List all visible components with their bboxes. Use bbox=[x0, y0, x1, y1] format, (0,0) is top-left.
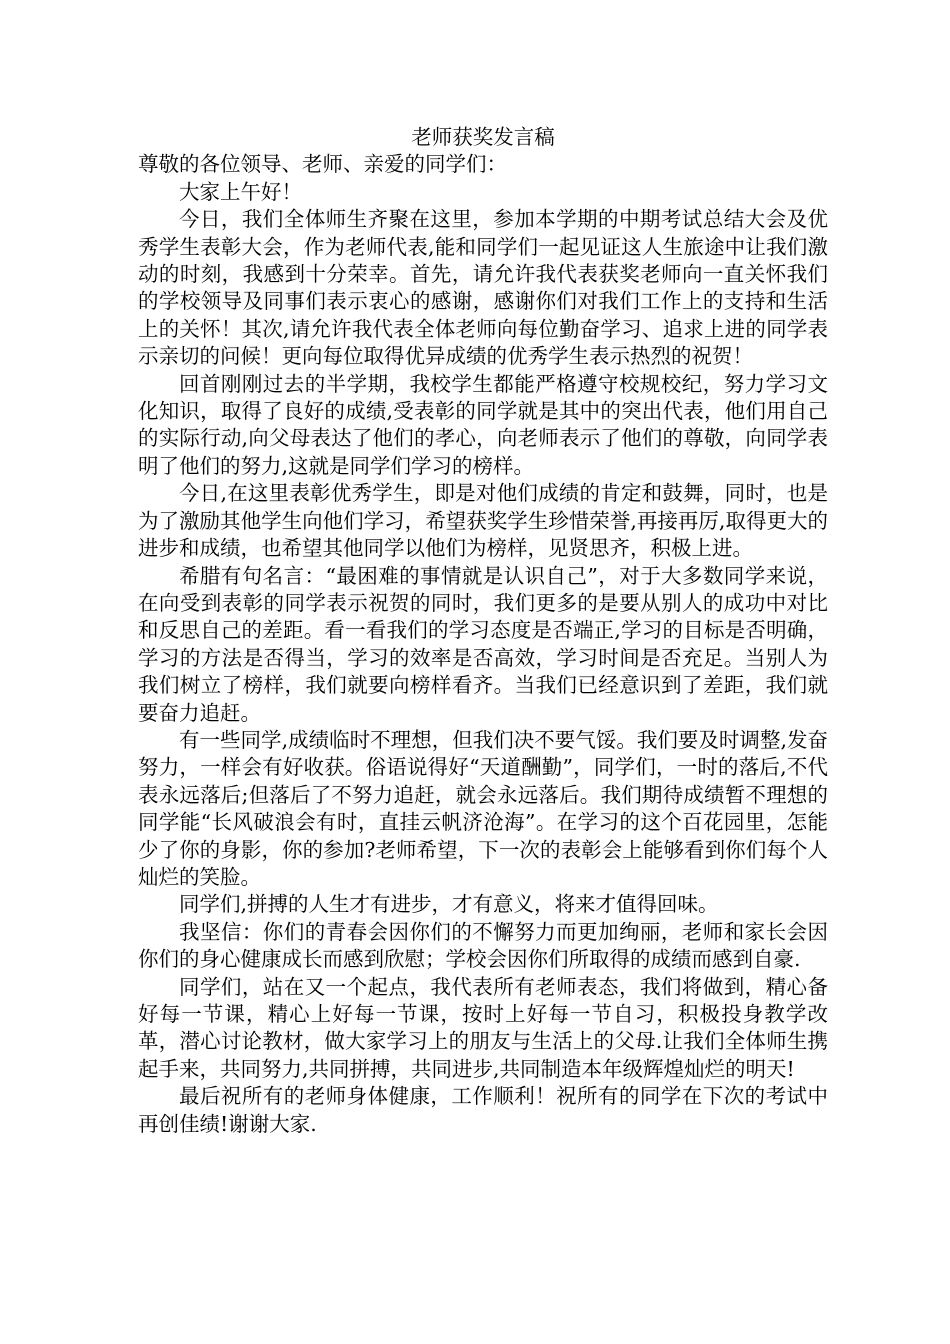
document-title: 老师获奖发言稿 bbox=[411, 125, 555, 149]
paragraph-reflection: 希腊有句名言：“最困难的事情就是认识自己”，对于大多数同学来说，在向受到表彰的同学表示祝贺的同时，我们更多的是要从别人的成功中对比和反思自己的差距。看一看我们的学习态度是否端正,学习的目标是否明确，学习的方法是否得当，学习的效率是否高效，学习时间是否充足。当别人为我们树立了榜样，我们就要向榜样看齐。当我们已经意识到了差距，我们就要奋力追赶。 bbox=[138, 563, 828, 725]
document-page bbox=[138, 124, 828, 1138]
salutation: 尊敬的各位领导、老师、亲爱的同学们： bbox=[138, 152, 507, 177]
paragraph-closing: 最后祝所有的老师身体健康，工作顺利！祝所有的同学在下次的考试中再创佳绩!谢谢大家. bbox=[138, 1084, 828, 1136]
paragraph-review: 回首刚刚过去的半学期，我校学生都能严格遵守校规校纪，努力学习文化知识，取得了良好的成绩,受表彰的同学就是其中的突出代表，他们用自己的实际行动,向父母表达了他们的孝心，向老师表示了他们的尊敬，向同学表明了他们的努力,这就是同学们学习的榜样。 bbox=[138, 371, 828, 478]
paragraph-commendation: 今日,在这里表彰优秀学生，即是对他们成绩的肯定和鼓舞，同时，也是为了激励其他学生向他们学习，希望获奖学生珍惜荣誉,再接再厉,取得更大的进步和成绩，也希望其他同学以他们为榜样，见贤思齐，积极上进。 bbox=[138, 481, 828, 561]
paragraph-striving: 同学们,拼搏的人生才有进步，才有意义，将来才值得回味。 bbox=[179, 892, 719, 917]
paragraph-opening: 今日，我们全体师生齐聚在这里，参加本学期的中期考试总结大会及优秀学生表彰大会，作为老师代表,能和同学们一起见证这人生旅途中让我们激动的时刻，我感到十分荣幸。首先，请允许我代表获奖老师向一直关怀我们的学校领导及同事们表示衷心的感谢，感谢你们对我们工作上的支持和生活上的关怀！其次,请允许我代表全体老师向每位勤奋学习、追求上进的同学表示亲切的问候！更向每位取得优异成绩的优秀学生表示热烈的祝贺！ bbox=[138, 207, 828, 369]
paragraph-greeting: 大家上午好！ bbox=[179, 179, 302, 204]
paragraph-belief: 我坚信：你们的青春会因你们的不懈努力而更加绚丽，老师和家长会因你们的身心健康成长而感到欣慰；学校会因你们所取得的成绩而感到自豪. bbox=[138, 919, 828, 972]
paragraph-encouragement: 有一些同学,成绩临时不理想，但我们决不要气馁。我们要及时调整,发奋努力，一样会有好收获。俗语说得好“天道酬勤”，同学们，一时的落后,不代表永远落后;但落后了不努力追赶，就会永远落后。我们期待成绩暂不理想的同学能“长风破浪会有时，直挂云帆济沧海”。在学习的这个百花园里，怎能少了你的身影，你的参加?老师希望，下一次的表彰会上能够看到你们每个人灿烂的笑脸。 bbox=[138, 727, 828, 889]
paragraph-commitment: 同学们，站在又一个起点，我代表所有老师表态，我们将做到，精心备好每一节课，精心上好每一节课，按时上好每一节自习，积极投身教学改革，潜心讨论教材，做大家学习上的朋友与生活上的父母.让我们全体师生携起手来，共同努力,共同拼搏，共同进步,共同制造本年级辉煌灿烂的明天! bbox=[138, 974, 828, 1081]
